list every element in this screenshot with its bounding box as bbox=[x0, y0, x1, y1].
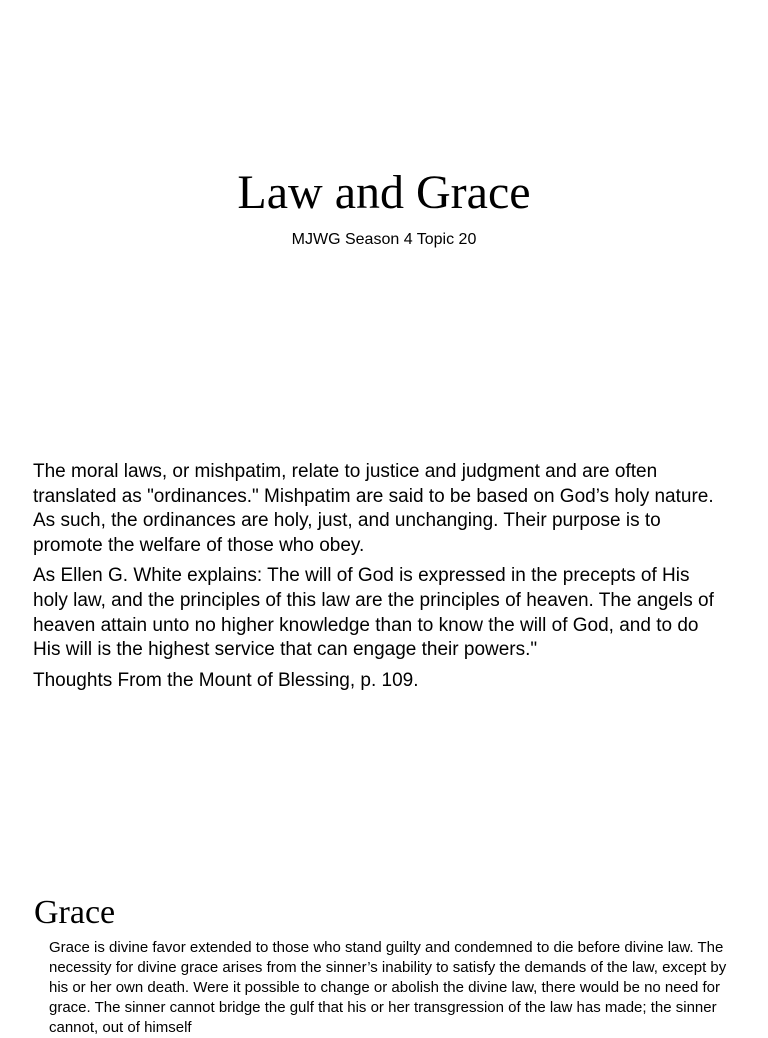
grace-heading: Grace bbox=[34, 894, 116, 931]
slide-title: Law and Grace bbox=[237, 166, 531, 219]
paragraph-mishpatim: The moral laws, or mishpatim, relate to justice and judgment and are often translated as "ordinances." Mishpatim are said to be based on God’s holy nature. As such, the ordinances are holy, just, and unchanging. Their purpose is to promote the welfare of those who obey. bbox=[33, 461, 714, 556]
moral-laws-text-block bbox=[33, 460, 723, 699]
paragraph-ellen-white-quote: As Ellen G. White explains: The will of God is expressed in the precepts of His holy law, and the principles of this law are the principles of heaven. The angels of heaven attain unto no higher knowledge than to know the will of God, and to do His will is the highest service that can engage their powers." bbox=[33, 565, 714, 661]
slide-subtitle: MJWG Season 4 Topic 20 bbox=[291, 231, 477, 248]
grace-paragraph: Grace is divine favor extended to those who stand guilty and condemned to die before divine law. The necessity for divine grace arises from the sinner’s inability to satisfy the demands of the law, except by his or her own death. Were it possible to change or abolish the divine law, there would be no need for grace. The sinner cannot bridge the gulf that his or her transgression of the law has made; the sinner cannot, out of himself bbox=[49, 939, 727, 1036]
paragraph-citation: Thoughts From the Mount of Blessing, p. 109. bbox=[33, 669, 419, 691]
